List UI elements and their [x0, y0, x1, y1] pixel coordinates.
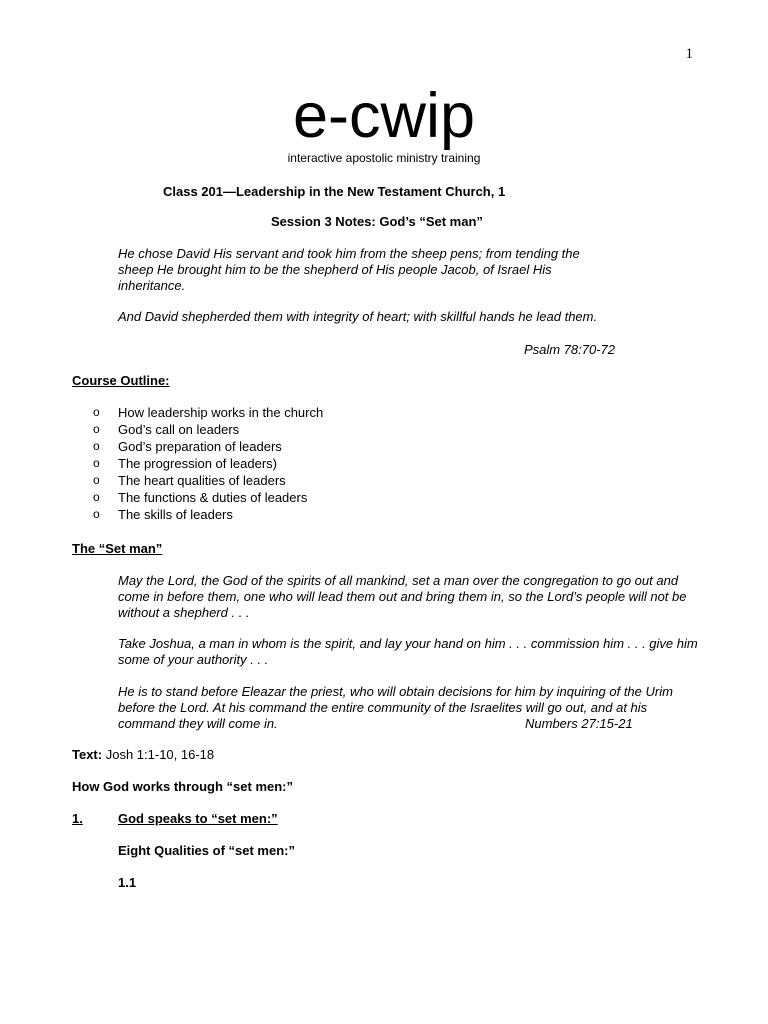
- how-god-works-heading: How God works through “set men:”: [72, 779, 294, 794]
- eight-qualities-heading: Eight Qualities of “set men:”: [118, 843, 295, 858]
- class-title: Class 201—Leadership in the New Testament Church, 1: [163, 184, 506, 199]
- list-item: o The heart qualities of leaders: [93, 472, 323, 489]
- page-number: 1: [685, 46, 693, 62]
- text-line: [72, 747, 214, 763]
- list-item: o God’s preparation of leaders: [93, 438, 323, 455]
- tagline: interactive apostolic ministry training: [287, 151, 481, 165]
- numbers-quote-3: He is to stand before Eleazar the priest, who will obtain decisions for him by inquiring of the Urim before the Lord. At his command the entire community of the Israelites will go out, and at his command they will come in.: [118, 684, 673, 731]
- course-outline-list: [93, 404, 323, 523]
- list-item: o The progression of leaders): [93, 455, 323, 472]
- point-1-text: God speaks to “set men:”: [118, 811, 278, 826]
- numbers-quote-1: May the Lord, the God of the spirits of all mankind, set a man over the congregation to go out and come in before them, one who will lead them out and bring them in, so the Lord’s people will not be without a shepherd . . .: [118, 573, 687, 620]
- course-outline-heading: Course Outline:: [72, 373, 170, 388]
- session-title: Session 3 Notes: God’s “Set man”: [271, 214, 483, 229]
- psalm-reference: Psalm 78:70-72: [523, 342, 615, 357]
- psalm-quote-1: He chose David His servant and took him from the sheep pens; from tending the sheep He brought him to be the shepherd of His people Jacob, of Israel His inheritance.: [118, 246, 580, 293]
- list-item: o The skills of leaders: [93, 506, 323, 523]
- subpoint-1-1: 1.1: [118, 875, 137, 890]
- set-man-heading: The “Set man”: [72, 541, 163, 556]
- numbers-quote-2: Take Joshua, a man in whom is the spirit, and lay your hand on him . . . commission him . . . give him some of your authority . . .: [118, 636, 698, 667]
- point-1-number: 1.: [72, 811, 83, 826]
- text-label: Text:: [72, 747, 103, 762]
- text-value: Josh 1:1-10, 16-18: [105, 747, 215, 762]
- logo: e-cwip: [292, 81, 476, 151]
- list-item: o How leadership works in the church: [93, 404, 323, 421]
- list-item: o The functions & duties of leaders: [93, 489, 323, 506]
- list-item: o God’s call on leaders: [93, 421, 323, 438]
- numbers-reference: Numbers 27:15-21: [525, 716, 633, 731]
- psalm-quote-2: And David shepherded them with integrity of heart; with skillful hands he lead them.: [118, 309, 598, 324]
